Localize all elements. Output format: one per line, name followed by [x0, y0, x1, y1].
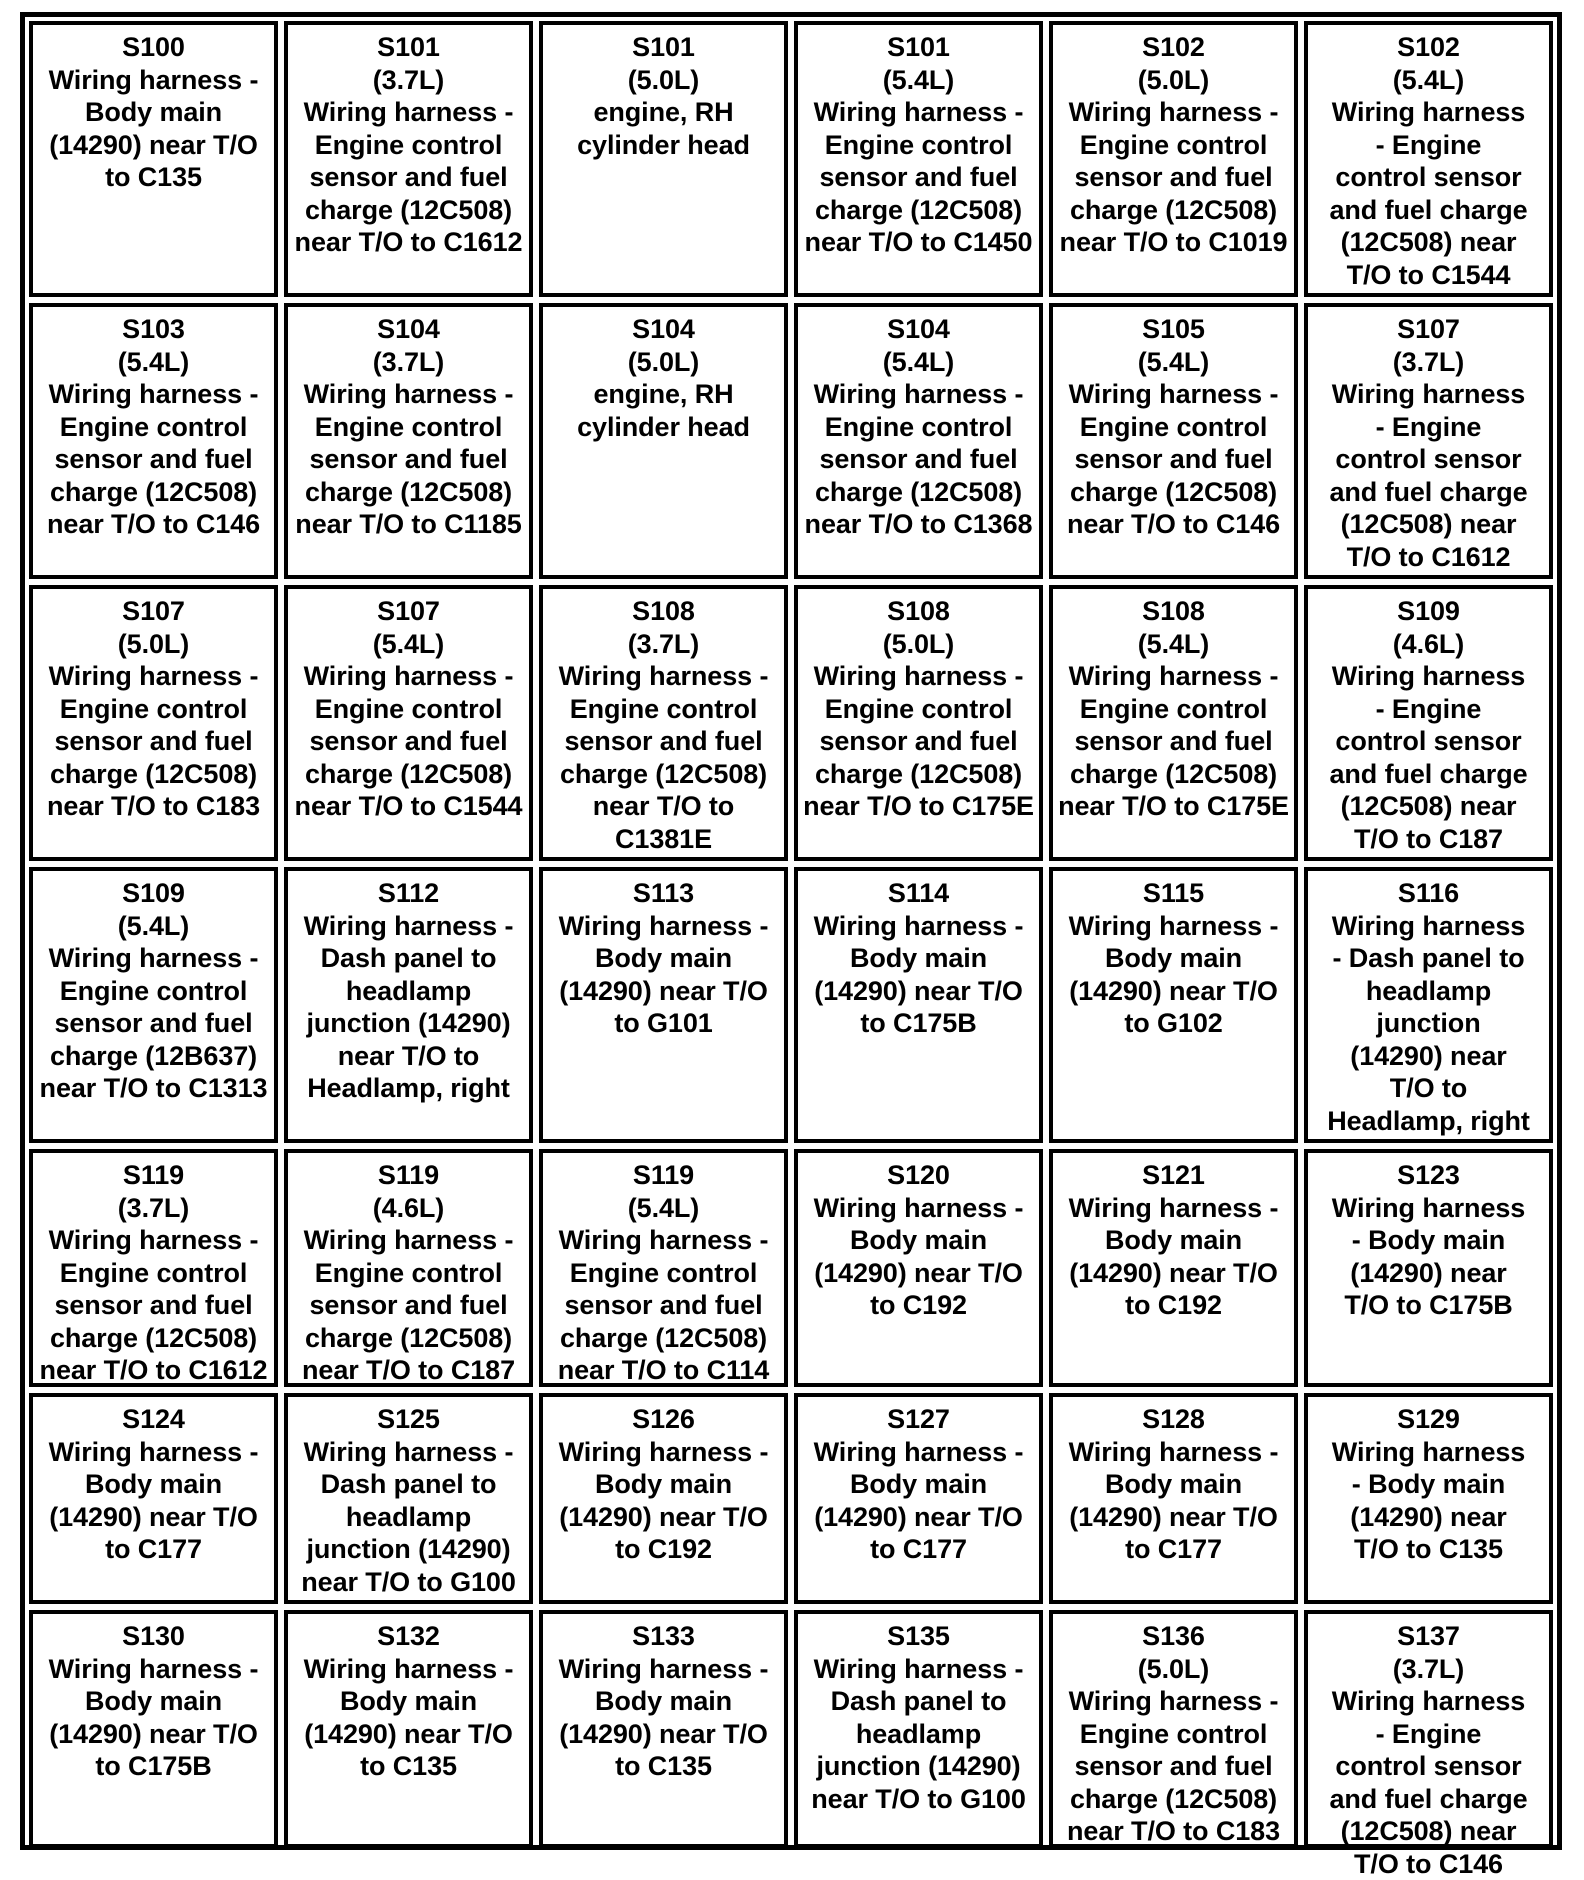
splice-cell	[539, 21, 788, 297]
splice-text: S107 (3.7L) Wiring harness - Engine control sensor and fuel charge (12C508) near T/O to C1612	[1329, 314, 1528, 572]
splice-text: S133 Wiring harness - Body main (14290) near T/O to C135	[558, 1621, 769, 1781]
splice-cell	[284, 867, 533, 1143]
splice-cell	[794, 1393, 1043, 1604]
splice-text: S116 Wiring harness - Dash panel to headlamp junction (14290) near T/O to Headlamp, right	[1327, 878, 1530, 1136]
splice-cell	[29, 1393, 278, 1604]
splice-cell	[794, 303, 1043, 579]
splice-text: S132 Wiring harness - Body main (14290) near T/O to C135	[303, 1621, 514, 1781]
splice-cell	[1049, 1393, 1298, 1604]
splice-text: S100 Wiring harness - Body main (14290) near T/O to C135	[48, 32, 259, 192]
splice-cell	[1049, 303, 1298, 579]
splice-text: S108 (3.7L) Wiring harness - Engine control sensor and fuel charge (12C508) near T/O to C1381E	[558, 596, 769, 854]
splice-text: S114 Wiring harness - Body main (14290) near T/O to C175B	[813, 878, 1024, 1038]
splice-cell	[1049, 1610, 1298, 1848]
splice-text: S120 Wiring harness - Body main (14290) near T/O to C192	[813, 1160, 1024, 1320]
splice-text: S104 (5.0L) engine, RH cylinder head	[577, 314, 750, 442]
splice-text: S129 Wiring harness - Body main (14290) near T/O to C135	[1331, 1404, 1526, 1564]
splice-cell	[29, 1149, 278, 1387]
splice-text: S103 (5.4L) Wiring harness - Engine control sensor and fuel charge (12C508) near T/O to C146	[47, 314, 260, 539]
splice-cell	[539, 1393, 788, 1604]
splice-cell	[29, 1610, 278, 1848]
splice-text: S101 (5.4L) Wiring harness - Engine control sensor and fuel charge (12C508) near T/O to C1450	[804, 32, 1033, 257]
splice-cell	[539, 1610, 788, 1848]
splice-text: S104 (3.7L) Wiring harness - Engine control sensor and fuel charge (12C508) near T/O to C1185	[295, 314, 522, 539]
splice-text: S130 Wiring harness - Body main (14290) near T/O to C175B	[48, 1621, 259, 1781]
splice-text: S102 (5.4L) Wiring harness - Engine control sensor and fuel charge (12C508) near T/O to C1544	[1329, 32, 1528, 290]
splice-text: S136 (5.0L) Wiring harness - Engine control sensor and fuel charge (12C508) near T/O to C183	[1067, 1621, 1280, 1846]
splice-text: S112 Wiring harness - Dash panel to headlamp junction (14290) near T/O to Headlamp, right	[303, 878, 514, 1103]
splice-cell	[284, 303, 533, 579]
splice-text: S104 (5.4L) Wiring harness - Engine control sensor and fuel charge (12C508) near T/O to C1368	[804, 314, 1033, 539]
splice-cell	[539, 303, 788, 579]
splice-text: S101 (3.7L) Wiring harness - Engine control sensor and fuel charge (12C508) near T/O to C1612	[294, 32, 523, 257]
splice-cell	[29, 303, 278, 579]
splice-text: S108 (5.0L) Wiring harness - Engine control sensor and fuel charge (12C508) near T/O to C175E	[803, 596, 1034, 821]
splice-cell	[284, 585, 533, 861]
splice-text: S108 (5.4L) Wiring harness - Engine control sensor and fuel charge (12C508) near T/O to C175E	[1058, 596, 1289, 821]
splice-cell	[539, 867, 788, 1143]
splice-cell	[29, 585, 278, 861]
splice-text: S128 Wiring harness - Body main (14290) near T/O to C177	[1068, 1404, 1279, 1564]
splice-cell	[794, 585, 1043, 861]
splice-cell	[1304, 585, 1553, 861]
splice-cell	[1049, 867, 1298, 1143]
splice-text: S135 Wiring harness - Dash panel to headlamp junction (14290) near T/O to G100	[811, 1621, 1026, 1814]
splice-text: S126 Wiring harness - Body main (14290) near T/O to C192	[558, 1404, 769, 1564]
splice-text: S123 Wiring harness - Body main (14290) near T/O to C175B	[1331, 1160, 1526, 1320]
splice-text: S124 Wiring harness - Body main (14290) near T/O to C177	[48, 1404, 259, 1564]
splice-text: S137 (3.7L) Wiring harness - Engine control sensor and fuel charge (12C508) near T/O to C146	[1329, 1621, 1528, 1879]
splice-grid	[29, 21, 1553, 1879]
splice-cell	[794, 867, 1043, 1143]
splice-cell	[1304, 21, 1553, 297]
splice-cell	[1049, 585, 1298, 861]
splice-text: S101 (5.0L) engine, RH cylinder head	[577, 32, 750, 160]
splice-cell	[284, 1149, 533, 1387]
splice-text: S105 (5.4L) Wiring harness - Engine control sensor and fuel charge (12C508) near T/O to C146	[1067, 314, 1280, 539]
splice-cell	[284, 1610, 533, 1848]
splice-text: S127 Wiring harness - Body main (14290) near T/O to C177	[813, 1404, 1024, 1564]
splice-text: S115 Wiring harness - Body main (14290) near T/O to G102	[1068, 878, 1279, 1038]
splice-cell	[539, 1149, 788, 1387]
splice-text: S113 Wiring harness - Body main (14290) near T/O to G101	[558, 878, 769, 1038]
splice-cell	[539, 585, 788, 861]
splice-cell	[29, 21, 278, 297]
splice-text: S119 (4.6L) Wiring harness - Engine control sensor and fuel charge (12C508) near T/O to C187	[302, 1160, 515, 1385]
splice-cell	[1049, 1149, 1298, 1387]
splice-cell	[284, 21, 533, 297]
splice-cell	[794, 1610, 1043, 1848]
splice-text: S107 (5.4L) Wiring harness - Engine control sensor and fuel charge (12C508) near T/O to C1544	[294, 596, 523, 821]
splice-cell	[794, 21, 1043, 297]
splice-cell	[29, 867, 278, 1143]
splice-text: S109 (5.4L) Wiring harness - Engine control sensor and fuel charge (12B637) near T/O to C1313	[39, 878, 268, 1103]
splice-text: S121 Wiring harness - Body main (14290) near T/O to C192	[1068, 1160, 1279, 1320]
splice-cell	[284, 1393, 533, 1604]
splice-text: S102 (5.0L) Wiring harness - Engine control sensor and fuel charge (12C508) near T/O to C1019	[1059, 32, 1288, 257]
splice-cell	[1304, 867, 1553, 1143]
splice-text: S125 Wiring harness - Dash panel to headlamp junction (14290) near T/O to G100	[301, 1404, 516, 1597]
splice-text: S107 (5.0L) Wiring harness - Engine control sensor and fuel charge (12C508) near T/O to C183	[47, 596, 260, 821]
splice-cell	[1304, 303, 1553, 579]
splice-text: S119 (5.4L) Wiring harness - Engine control sensor and fuel charge (12C508) near T/O to C114	[557, 1160, 770, 1385]
splice-text: S109 (4.6L) Wiring harness - Engine control sensor and fuel charge (12C508) near T/O to C187	[1329, 596, 1528, 854]
splice-cell	[1304, 1610, 1553, 1879]
splice-cell	[1049, 21, 1298, 297]
splice-text: S119 (3.7L) Wiring harness - Engine control sensor and fuel charge (12C508) near T/O to C1612	[39, 1160, 268, 1385]
splice-cell	[1304, 1149, 1553, 1387]
splice-table	[20, 12, 1562, 1879]
splice-cell	[794, 1149, 1043, 1387]
splice-cell	[1304, 1393, 1553, 1604]
